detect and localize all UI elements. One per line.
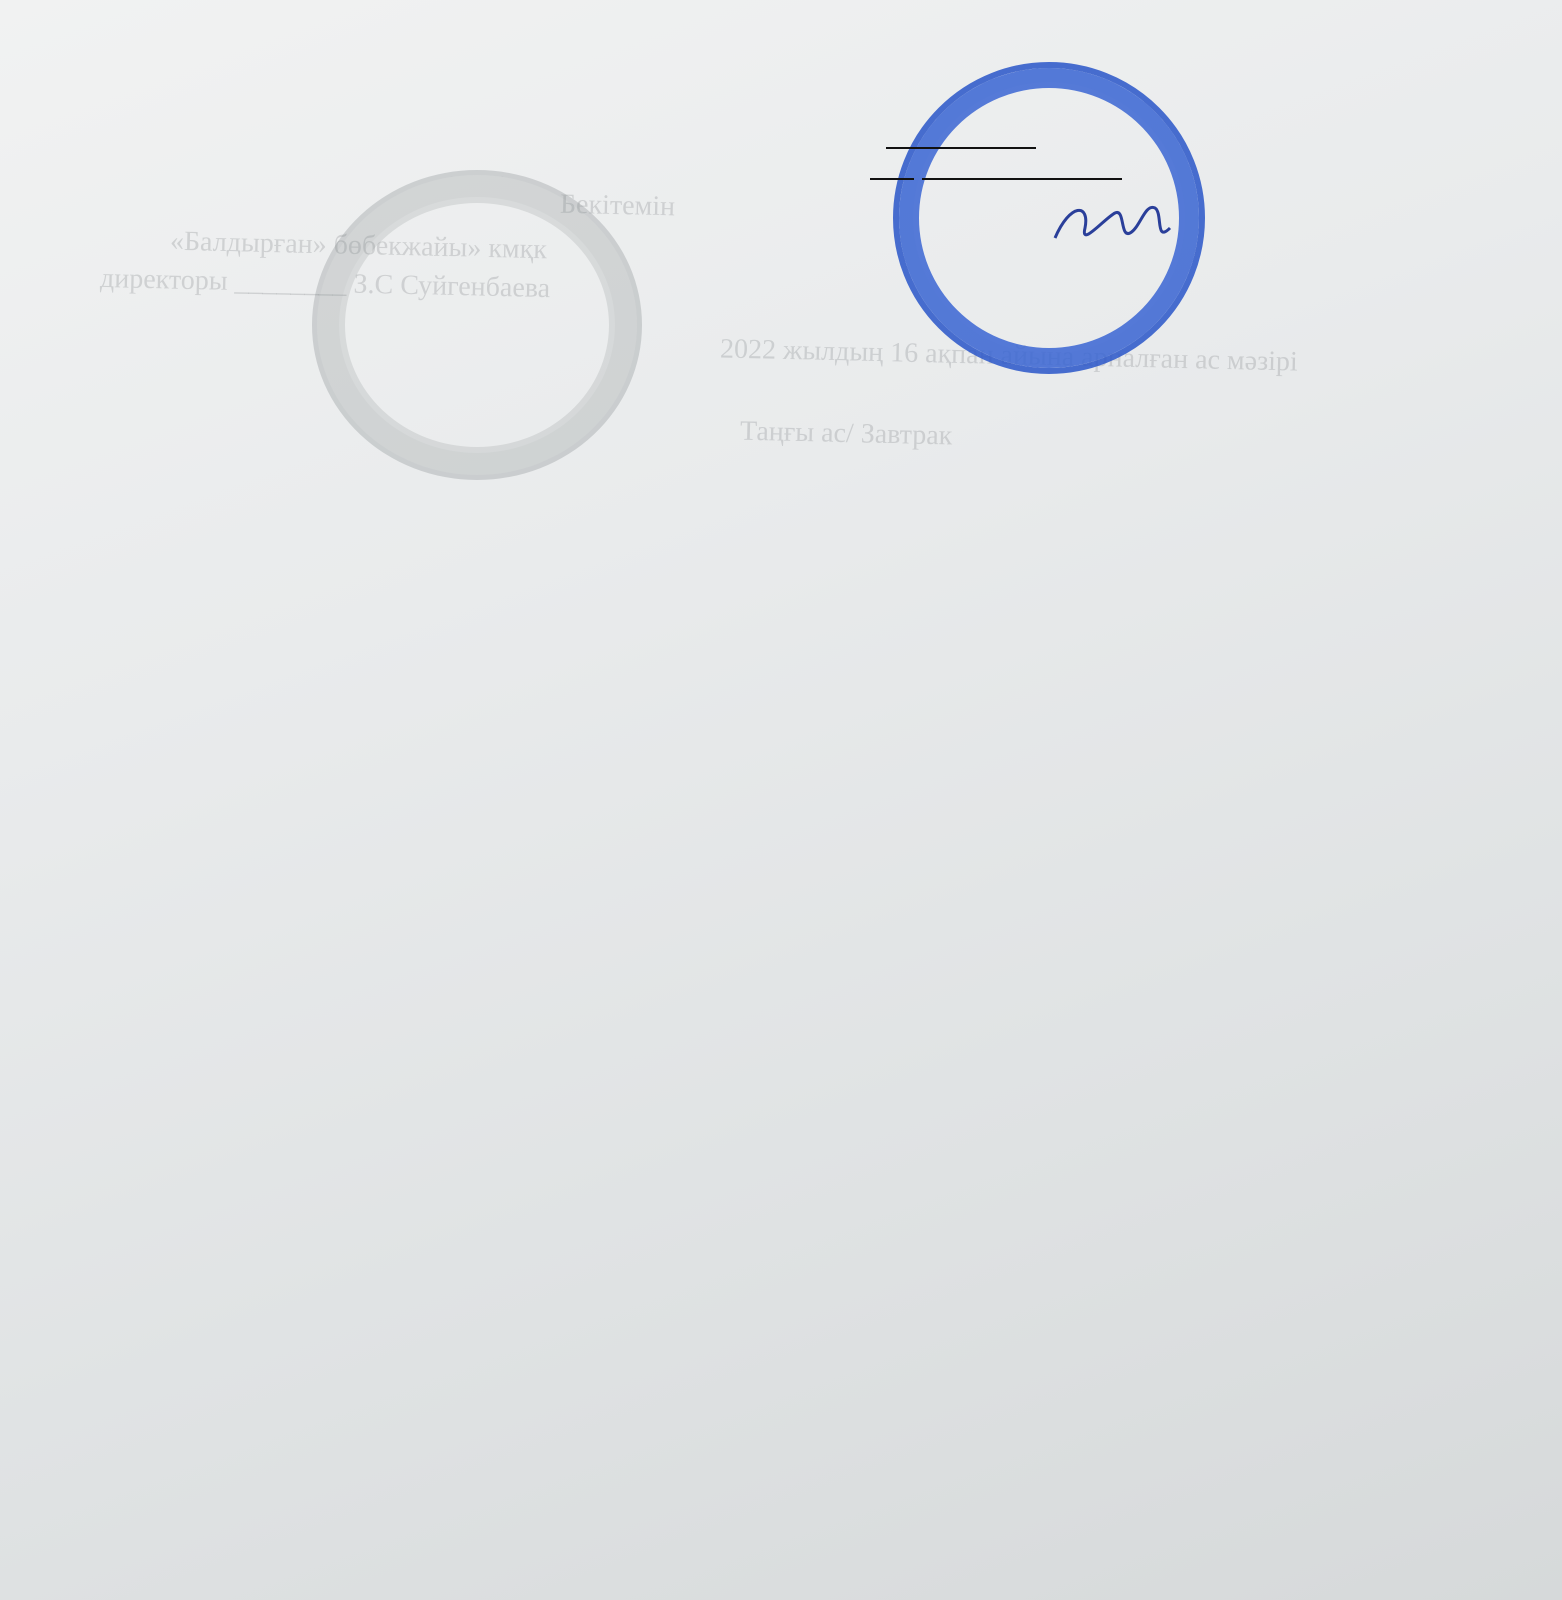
menu-table-container xyxy=(98,500,1493,534)
handwritten-signature xyxy=(1045,198,1175,258)
faded-seal-stamp xyxy=(312,170,642,480)
signature-line xyxy=(886,105,1036,149)
approval-line-3 xyxy=(870,105,1470,149)
menu-table xyxy=(98,500,1493,534)
bleed-through-text: 2022 жылдың 16 ақпан айына арналған ас мәзірі xyxy=(719,333,1299,378)
date-day xyxy=(870,178,914,180)
bleed-through-text: «Балдырған» бөбекжайы» кмқк xyxy=(169,225,548,266)
bleed-through-text: Бекітемін xyxy=(559,188,676,223)
approval-date-line xyxy=(870,149,1470,191)
bleed-through-text: Таңғы ас/ Завтрак xyxy=(739,415,953,452)
bleed-through-text: директоры ________ З.С Суйгенбаева xyxy=(99,262,551,305)
date-month xyxy=(922,178,1122,180)
approval-block xyxy=(870,105,1470,191)
